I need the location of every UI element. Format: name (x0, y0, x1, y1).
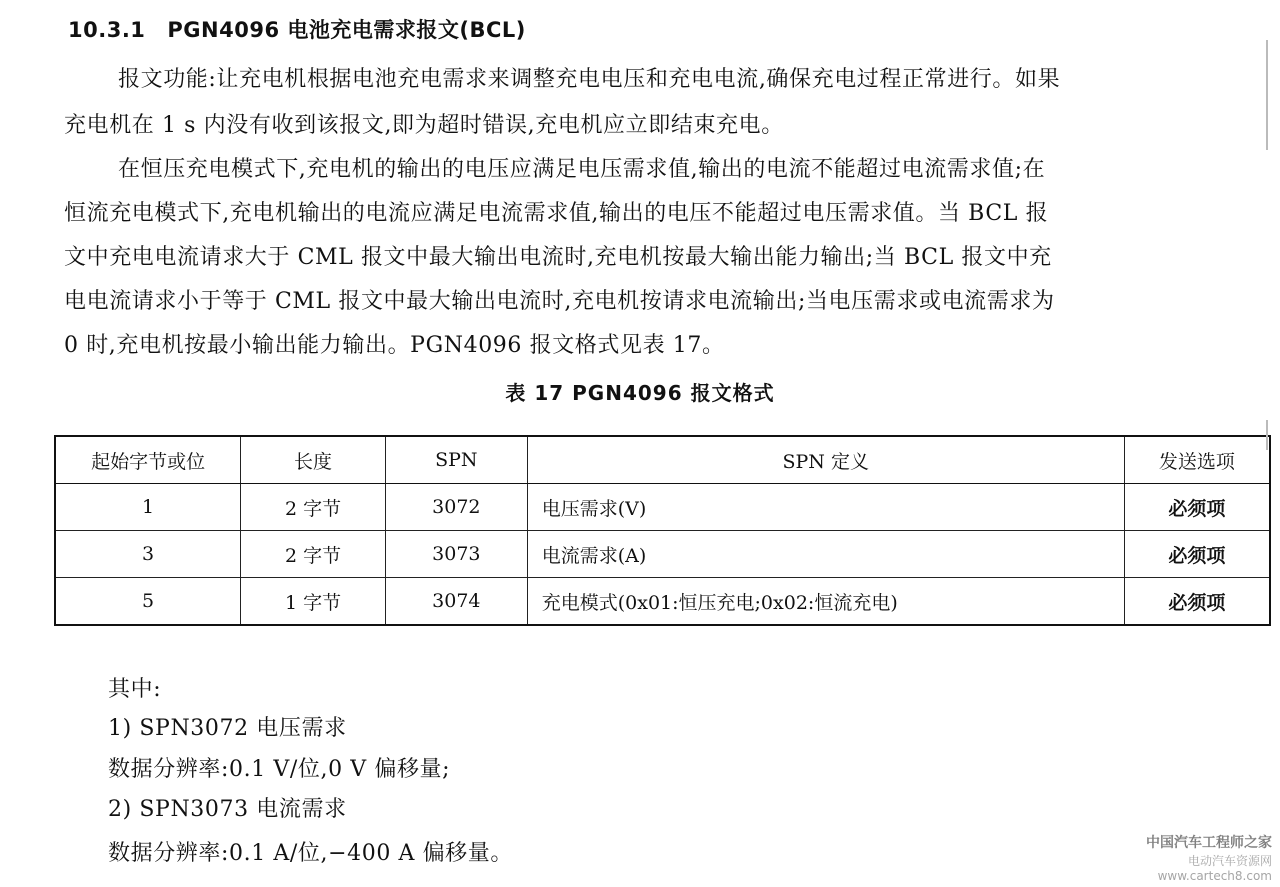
header-start-byte: 起始字节或位 (55, 436, 241, 484)
cell-start-byte: 3 (55, 531, 241, 578)
paragraph-line: 电电流请求小于等于 CML 报文中最大输出电流时,充电机按请求电流输出;当电压需求或电流需求为 (64, 289, 1055, 314)
paragraph-line: 0 时,充电机按最小输出能力输出。PGN4096 报文格式见表 17。 (64, 333, 725, 358)
cell-spn: 3073 (385, 531, 527, 578)
section-number: 10.3.1 (68, 18, 146, 42)
cell-send-option: 必须项 (1124, 578, 1270, 626)
cell-length: 2 字节 (241, 531, 386, 578)
paragraph-line: 文中充电电流请求大于 CML 报文中最大输出电流时,充电机按最大输出能力输出;当 BCL 报文中充 (64, 245, 1052, 270)
note-detail: 数据分辨率:0.1 V/位,0 V 偏移量; (108, 757, 451, 782)
header-length: 长度 (241, 436, 386, 484)
header-spn-definition: SPN 定义 (527, 436, 1124, 484)
paragraph-line: 在恒压充电模式下,充电机的输出的电压应满足电压需求值,输出的电流不能超过电流需求值;在 (118, 157, 1046, 182)
section-title: PGN4096 电池充电需求报文(BCL) (167, 18, 526, 42)
watermark-sub: 电动汽车资源网 (1187, 854, 1272, 868)
note-item: 1) SPN3072 电压需求 (108, 716, 347, 741)
paragraph-line: 恒流充电模式下,充电机输出的电流应满足电流需求值,输出的电压不能超过电压需求值。当 BCL 报 (64, 201, 1049, 226)
table-caption: 表 17 PGN4096 报文格式 (505, 381, 775, 405)
cell-spn: 3072 (385, 484, 527, 531)
notes-intro: 其中: (108, 677, 162, 702)
note-item: 2) SPN3073 电流需求 (108, 797, 347, 822)
scan-edge-mark (1266, 420, 1268, 450)
cell-send-option: 必须项 (1124, 531, 1270, 578)
header-spn: SPN (385, 436, 527, 484)
cell-spn-definition: 电流需求(A) (527, 531, 1124, 578)
site-watermark (1122, 832, 1272, 883)
cell-start-byte: 5 (55, 578, 241, 626)
watermark-url: www.cartech8.com (1157, 869, 1272, 883)
paragraph-line: 报文功能:让充电机根据电池充电需求来调整充电电压和充电电流,确保充电过程正常进行。如果 (118, 67, 1061, 92)
cell-send-option: 必须项 (1124, 484, 1270, 531)
header-send-option: 发送选项 (1124, 436, 1270, 484)
section-heading (68, 14, 526, 44)
watermark-name: 中国汽车工程师之家 (1146, 835, 1272, 851)
cell-start-byte: 1 (55, 484, 241, 531)
cell-length: 1 字节 (241, 578, 386, 626)
cell-spn-definition: 充电模式(0x01:恒压充电;0x02:恒流充电) (527, 578, 1124, 626)
table-row (55, 484, 1270, 531)
cell-spn-definition: 电压需求(V) (527, 484, 1124, 531)
cell-length: 2 字节 (241, 484, 386, 531)
scan-edge-mark (1266, 40, 1268, 150)
table-row (55, 578, 1270, 626)
paragraph-line: 充电机在 1 s 内没有收到该报文,即为超时错误,充电机应立即结束充电。 (64, 113, 784, 138)
message-format-table (54, 435, 1271, 626)
table-header-row (55, 436, 1270, 484)
note-detail: 数据分辨率:0.1 A/位,−400 A 偏移量。 (108, 841, 513, 866)
table-row (55, 531, 1270, 578)
cell-spn: 3074 (385, 578, 527, 626)
